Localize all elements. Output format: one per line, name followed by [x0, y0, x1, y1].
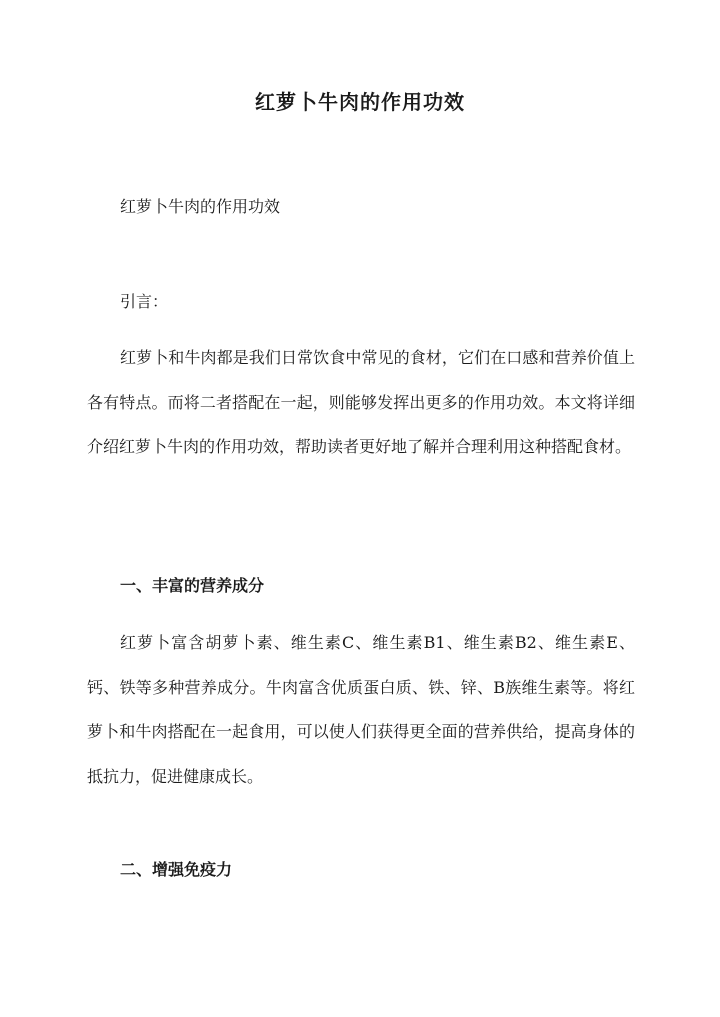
document-title: 红萝卜牛肉的作用功效: [255, 90, 465, 114]
intro-paragraph: 红萝卜和牛肉都是我们日常饮食中常见的食材，它们在口感和营养价值上各有特点。而将二者搭配在一起，则能够发挥出更多的作用功效。本文将详细介绍红萝卜牛肉的作用功效，帮助读者更好地了解并合理利用这种搭配食材。: [87, 348, 635, 457]
document-subtitle: 红萝卜牛肉的作用功效: [120, 197, 281, 216]
section-heading-nutrition: 一、丰富的营养成分: [120, 576, 265, 595]
section-heading-immunity: 二、增强免疫力: [120, 860, 233, 879]
section-body-nutrition: 红萝卜富含胡萝卜素、维生素C、维生素B1、维生素B2、维生素E、钙、铁等多种营养成分。牛肉富含优质蛋白质、铁、锌、B族维生素等。将红萝卜和牛肉搭配在一起食用，可以使人们获得更全面的营养供给，提高身体的抵抗力，促进健康成长。: [87, 633, 635, 787]
intro-label: 引言：: [120, 292, 169, 311]
